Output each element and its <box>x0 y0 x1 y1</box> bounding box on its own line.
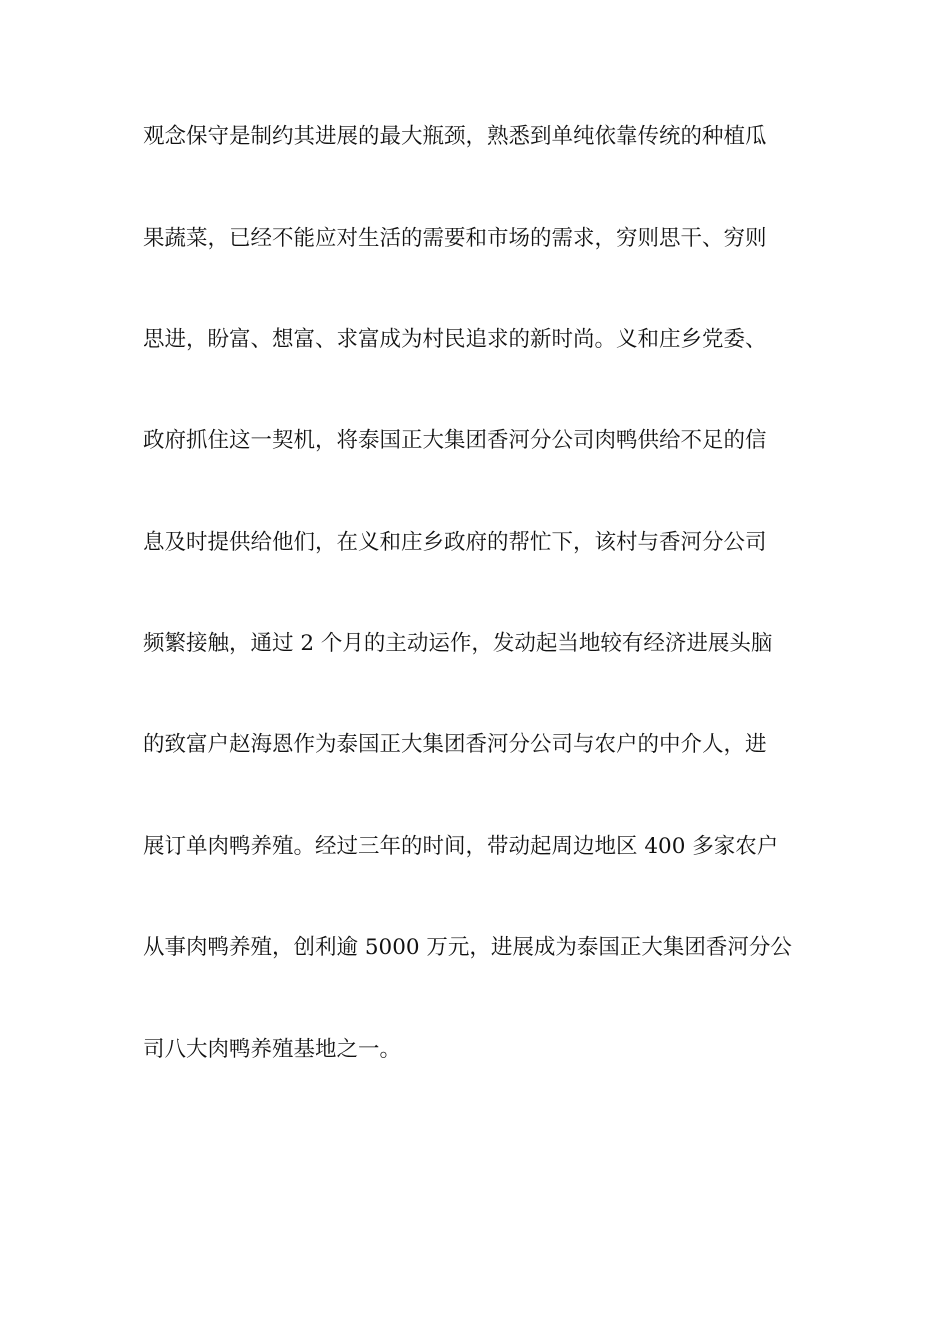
paragraph-line: 从事肉鸭养殖，创利逾 5000 万元，进展成为泰国正大集团香河分公 <box>143 935 792 960</box>
paragraph-line: 展订单肉鸭养殖。经过三年的时间，带动起周边地区 400 多家农户 <box>143 834 779 859</box>
paragraph-line: 息及时提供给他们，在义和庄乡政府的帮忙下，该村与香河分公司 <box>143 530 767 555</box>
paragraph-line: 政府抓住这一契机，将泰国正大集团香河分公司肉鸭供给不足的信 <box>143 428 767 453</box>
paragraph-line: 的致富户赵海恩作为泰国正大集团香河分公司与农户的中介人，进 <box>143 732 767 757</box>
paragraph-line: 观念保守是制约其进展的最大瓶颈，熟悉到单纯依靠传统的种植瓜 <box>143 124 767 149</box>
paragraph-line: 思进，盼富、想富、求富成为村民追求的新时尚。义和庄乡党委、 <box>143 327 767 352</box>
paragraph-line: 司八大肉鸭养殖基地之一。 <box>143 1037 402 1062</box>
paragraph-line: 频繁接触，通过 2 个月的主动运作，发动起当地较有经济进展头脑 <box>143 631 773 656</box>
paragraph-line: 果蔬菜，已经不能应对生活的需要和市场的需求，穷则思干、穷则 <box>143 226 767 251</box>
